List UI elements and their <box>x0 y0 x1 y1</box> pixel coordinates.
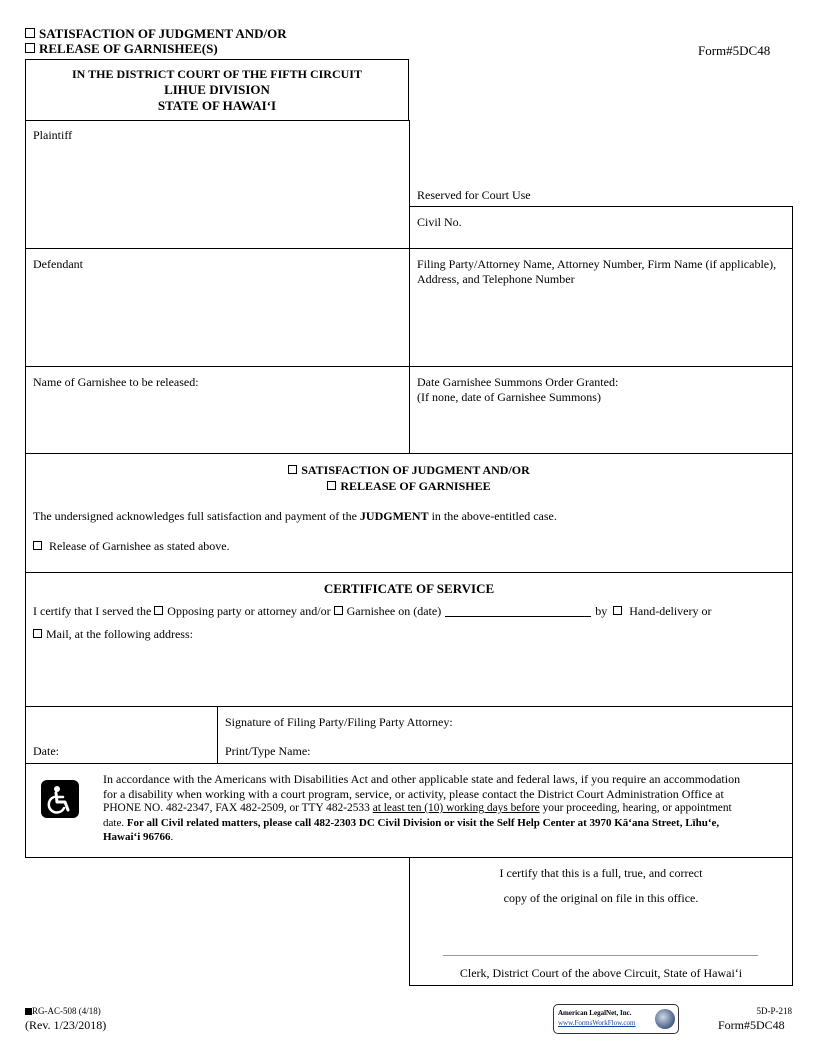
ada-line5-text: Hawai‘i 96766 <box>103 831 171 843</box>
clerk-certify-line2: copy of the original on file in this office. <box>503 891 699 905</box>
logo-url[interactable]: www.FormsWorkFlow.com <box>558 1019 636 1027</box>
form-title <box>25 26 287 56</box>
opposing-party-checkbox[interactable] <box>154 606 163 615</box>
ada-line3u: at least ten (10) working days before <box>372 802 540 814</box>
date-granted-sublabel: (If none, date of Garnishee Summons) <box>417 390 601 404</box>
ack-suffix: in the above-entitled case. <box>431 509 557 523</box>
form-logo-icon <box>25 1008 32 1015</box>
signature-section <box>25 706 793 764</box>
satisfaction-judgment-checkbox[interactable] <box>288 465 297 474</box>
defendant-field[interactable] <box>33 275 393 361</box>
signature-label: Signature of Filing Party/Filing Party Attorney: <box>225 715 453 729</box>
service-address-field[interactable] <box>33 645 783 701</box>
ada-line4 <box>103 816 789 831</box>
plaintiff-label: Plaintiff <box>33 128 73 142</box>
opposing-party-label: Opposing party or attorney and/or <box>167 604 331 618</box>
by-label: by <box>595 604 608 618</box>
title-line2: RELEASE OF GARNISHEE(S) <box>39 41 218 56</box>
ada-line3b: your proceeding, hearing, or appointment <box>542 802 732 814</box>
garnishee-service-label: Garnishee on (date) <box>346 604 442 618</box>
form-id-bottom: Form#5DC48 <box>718 1018 785 1032</box>
form-id-top: Form#5DC48 <box>698 43 771 58</box>
satisfaction-heading2-text: RELEASE OF GARNISHEE <box>340 479 491 493</box>
certify-prefix: I certify that I served the <box>33 604 152 618</box>
defendant-label: Defendant <box>33 257 83 271</box>
release-title-checkbox[interactable] <box>25 43 35 53</box>
globe-icon <box>655 1009 675 1029</box>
hand-delivery-checkbox[interactable] <box>613 606 622 615</box>
ada-line3 <box>103 801 789 816</box>
court-line3: STATE OF HAWAI‘I <box>157 98 277 113</box>
ada-line4b: For all Civil related matters, please call 482-2303 DC Civil Division or visit the Self Help Center at 3970 Kā‘ana Street, Līhu‘e, <box>126 816 720 829</box>
date-granted-label: Date Garnishee Summons Order Granted: <box>417 375 619 389</box>
satisfaction-section <box>25 453 793 573</box>
ack-bold: JUDGMENT <box>359 509 429 523</box>
rg-code-text: RG-AC-508 (4/18) <box>32 1006 101 1016</box>
form-code: 5D-P-218 <box>756 1006 792 1016</box>
garnishee-name-field[interactable] <box>33 393 393 447</box>
ada-line3a: PHONE NO. 482-2347, FAX 482-2509, or TTY 482-2533 <box>103 802 370 814</box>
civil-no-field[interactable] <box>470 212 780 242</box>
wheelchair-accessibility-icon <box>41 780 79 818</box>
service-date-field[interactable] <box>445 604 591 617</box>
certify-row <box>33 604 712 618</box>
rg-code <box>25 1006 101 1017</box>
court-line2: LIHUE DIVISION <box>164 82 270 97</box>
release-garnishee-label: Release of Garnishee as stated above. <box>49 539 230 553</box>
plaintiff-field[interactable] <box>33 146 393 242</box>
release-garnishee-heading-checkbox[interactable] <box>327 481 336 490</box>
satisfaction-heading1 <box>26 463 792 477</box>
garnishee-service-checkbox[interactable] <box>334 606 343 615</box>
mail-checkbox[interactable] <box>33 629 42 638</box>
ack-prefix: The undersigned acknowledges full satisfaction and payment of the <box>33 509 357 523</box>
mail-row <box>33 627 193 641</box>
ada-line5 <box>103 830 789 845</box>
clerk-certify-line1: I certify that this is a full, true, and correct <box>499 866 703 880</box>
release-garnishee-checkbox[interactable] <box>33 541 42 550</box>
ada-text <box>103 772 789 845</box>
court-caption <box>25 59 409 121</box>
ada-line1: In accordance with the Americans with Disabilities Act and other applicable state and federal laws, if you require an accommodation <box>103 772 741 786</box>
release-garnishee-row <box>33 539 230 553</box>
ada-line5-end: . <box>170 831 174 843</box>
ada-notice <box>25 763 793 858</box>
clerk-signature-line[interactable] <box>443 955 758 956</box>
satisfaction-title-checkbox[interactable] <box>25 28 35 38</box>
hand-delivery-label: Hand-delivery or <box>629 604 712 618</box>
certificate-section <box>25 572 793 707</box>
ada-line2: for a disability when working with a court program, service, or activity, please contact the District Court Administration Office at <box>103 786 724 801</box>
certificate-heading: CERTIFICATE OF SERVICE <box>323 581 495 596</box>
civil-no-label: Civil No. <box>417 215 462 229</box>
logo-name: American LegalNet, Inc. <box>558 1009 632 1017</box>
reserved-court-use-label: Reserved for Court Use <box>417 188 531 202</box>
print-name-label: Print/Type Name: <box>225 744 311 758</box>
filing-party-label: Filing Party/Attorney Name, Attorney Number, Firm Name (if applicable), Address, and Telephone Number <box>417 257 777 286</box>
revision-date: (Rev. 1/23/2018) <box>25 1018 107 1032</box>
satisfaction-heading1-text: SATISFACTION OF JUDGMENT AND/OR <box>301 463 530 477</box>
date-label: Date: <box>33 744 59 758</box>
americanlegalnet-logo <box>553 1004 679 1034</box>
mail-label: Mail, at the following address: <box>46 627 193 641</box>
garnishee-name-label: Name of Garnishee to be released: <box>33 375 199 389</box>
satisfaction-heading2 <box>26 479 792 493</box>
title-line1: SATISFACTION OF JUDGMENT AND/OR <box>39 26 287 41</box>
acknowledgment-text <box>33 509 557 523</box>
clerk-signature-label: Clerk, District Court of the above Circuit, State of Hawai‘i <box>459 966 743 980</box>
ada-line4a: date. <box>103 816 125 829</box>
court-line1: IN THE DISTRICT COURT OF THE FIFTH CIRCUIT <box>72 67 362 81</box>
